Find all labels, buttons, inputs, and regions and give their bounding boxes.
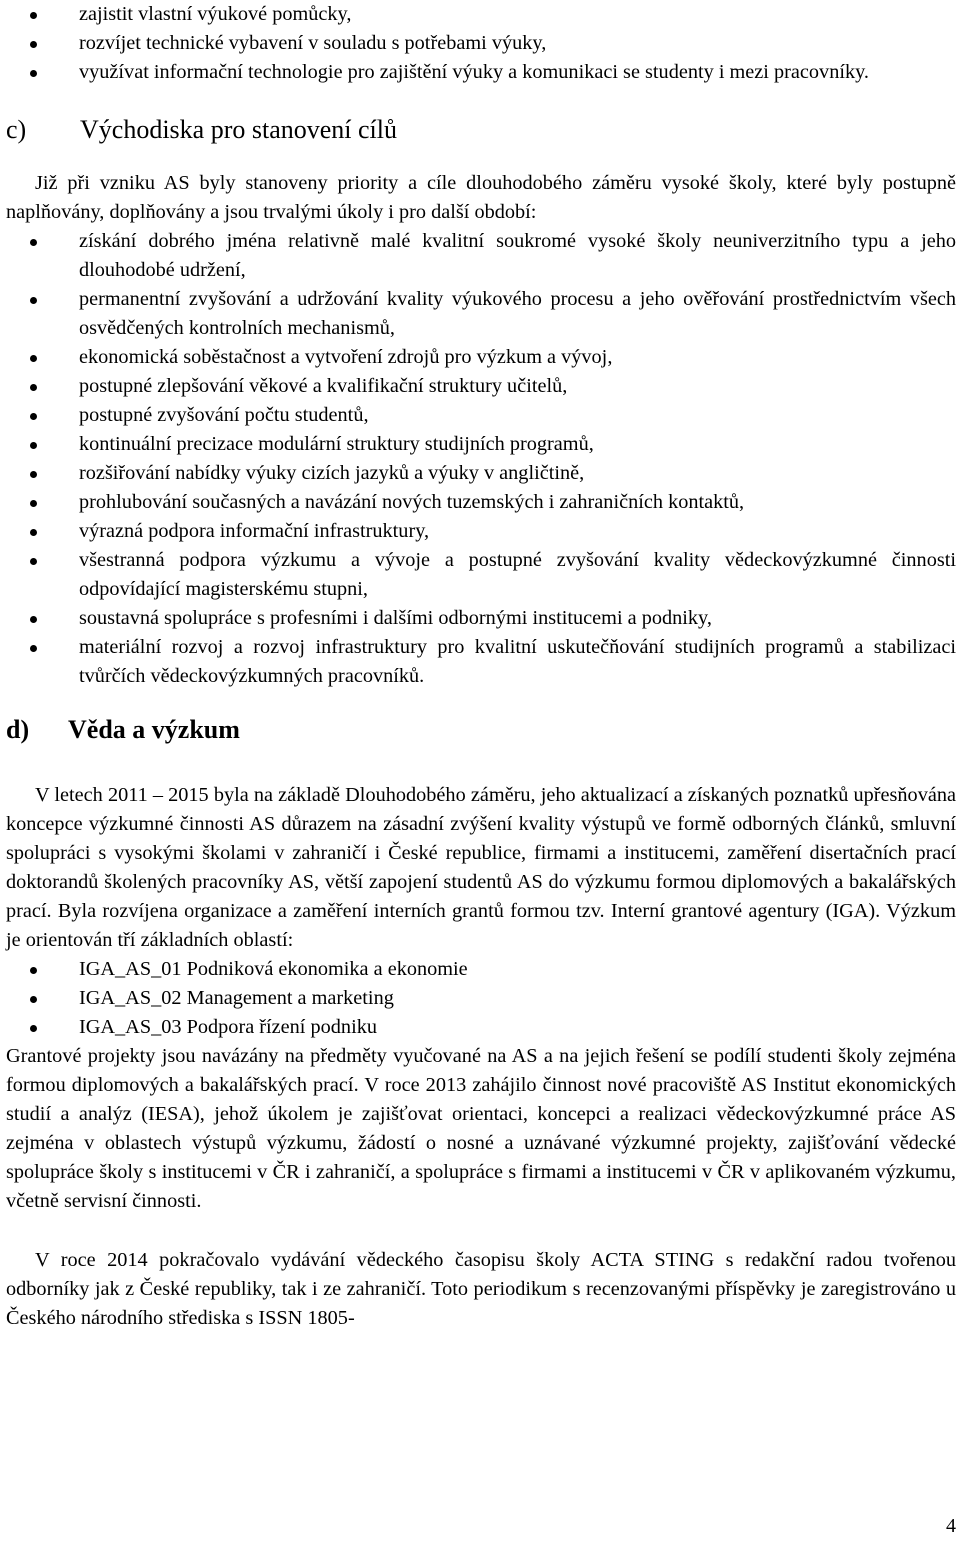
section-c-label: c)	[6, 115, 27, 144]
list-item: prohlubování současných a navázání nových tuzemských i zahraničních kontaktů,	[6, 488, 956, 517]
list-item: všestranná podpora výzkumu a vývoje a postupné zvyšování kvality vědeckovýzkumné činnosti odpovídající magisterskému stupni,	[6, 546, 956, 604]
section-d-paragraph-2: Grantové projekty jsou navázány na předměty vyučované na AS a na jejich řešení se podílí studenti školy zejména formou diplomových a bakalářských prací. V roce 2013 zahájilo činnost nové pracoviště AS Institut ekonomických studií a analýz (IESA), jehož úkolem je zajišťovat orientaci, koncepci a realizaci vědeckovýzkumné práce AS zejména v oblastech výstupů výzkumu, žádostí o nosné a uznávané výzkumné projekty, zajišťování vědecké spolupráce školy s institucemi v ČR i zahraničí, a spolupráce s firmami a institucemi v ČR v aplikovaném výzkumu, včetně servisní činnosti.	[6, 1045, 956, 1212]
bullet-icon	[30, 616, 37, 623]
list-item: soustavná spolupráce s profesními i dalšími odbornými institucemi a podniky,	[6, 604, 956, 633]
list-item: postupné zlepšování věkové a kvalifikační struktury učitelů,	[6, 372, 956, 401]
list-item: IGA_AS_03 Podpora řízení podniku	[6, 1013, 956, 1042]
bullet-icon	[30, 297, 37, 304]
section-c-bullet-list	[6, 227, 956, 691]
list-item: výrazná podpora informační infrastruktury,	[6, 517, 956, 546]
list-item: permanentní zvyšování a udržování kvality výukového procesu a jeho ověřování prostřednictvím všech osvědčených kontrolních mechanismů,	[6, 285, 956, 343]
research-areas-list	[6, 955, 956, 1042]
list-item: postupné zvyšování počtu studentů,	[6, 401, 956, 430]
list-item: materiální rozvoj a rozvoj infrastruktury pro kvalitní uskutečňování studijních programů a stabilizaci tvůrčích vědeckovýzkumných pracovníků.	[6, 633, 956, 691]
section-d-label: d)	[6, 715, 30, 744]
list-item: IGA_AS_01 Podniková ekonomika a ekonomie	[6, 955, 956, 984]
list-item: využívat informační technologie pro zajištění výuky a komunikaci se studenty i mezi pracovníky.	[6, 58, 956, 87]
page-number: 4	[946, 1515, 956, 1537]
bullet-icon	[30, 471, 37, 478]
section-d-paragraph-1: V letech 2011 – 2015 byla na základě Dlouhodobého záměru, jeho aktualizací a získaných poznatků upřesňována koncepce výzkumné činnosti AS důrazem na zásadní zvýšení kvality výstupů ve formě odborných článků, smluvní spolupráci s vysokými školami v zahraničí i České republice, firmami a institucemi, zaměření disertačních prací doktorandů školených pracovníky AS, větší zapojení studentů AS do výzkumu formou diplomových a bakalářských prací. Byla rozvíjena organizace a zaměření interních grantů formou tzv. Interní grantové agentury (IGA). Výzkum je orientován tří základních oblastí:	[6, 784, 956, 951]
list-item: získání dobrého jména relativně malé kvalitní soukromé vysoké školy neuniverzitního typu a jeho dlouhodobé udržení,	[6, 227, 956, 285]
bullet-icon	[30, 12, 37, 19]
bullet-icon	[30, 41, 37, 48]
list-item: ekonomická soběstačnost a vytvoření zdrojů pro výzkum a vývoj,	[6, 343, 956, 372]
list-item: zajistit vlastní výukové pomůcky,	[6, 0, 956, 29]
bullet-icon	[30, 645, 37, 652]
bullet-icon	[30, 967, 37, 974]
bullet-icon	[30, 355, 37, 362]
section-d-title: Věda a výzkum	[68, 715, 240, 744]
bullet-icon	[30, 1025, 37, 1032]
bullet-icon	[30, 239, 37, 246]
list-item: kontinuální precizace modulární struktury studijních programů,	[6, 430, 956, 459]
list-item: IGA_AS_02 Management a marketing	[6, 984, 956, 1013]
bullet-icon	[30, 384, 37, 391]
bullet-icon	[30, 500, 37, 507]
bullet-icon	[30, 529, 37, 536]
bullet-icon	[30, 413, 37, 420]
section-c-heading	[6, 113, 956, 147]
section-d-paragraph-3: V roce 2014 pokračovalo vydávání vědeckého časopisu školy ACTA STING s redakční radou tvořenou odborníky jak z České republiky, tak i ze zahraničí. Toto periodikum s recenzovanými příspěvky je zaregistrováno u Českého národního střediska s ISSN 1805-	[6, 1249, 956, 1329]
list-item: rozšiřování nabídky výuky cizích jazyků a výuky v angličtině,	[6, 459, 956, 488]
list-item: rozvíjet technické vybavení v souladu s potřebami výuky,	[6, 29, 956, 58]
bullet-icon	[30, 996, 37, 1003]
bullet-icon	[30, 558, 37, 565]
section-d-heading	[6, 713, 956, 747]
bullet-icon	[30, 70, 37, 77]
bullet-icon	[30, 442, 37, 449]
top-bullet-list	[6, 0, 956, 87]
document-page	[6, 0, 956, 1333]
section-c-intro: Již při vzniku AS byly stanoveny priority a cíle dlouhodobého záměru vysoké školy, které byly postupně naplňovány, doplňovány a jsou trvalými úkoly i pro další období:	[6, 172, 956, 223]
section-c-title: Východiska pro stanovení cílů	[80, 115, 397, 144]
